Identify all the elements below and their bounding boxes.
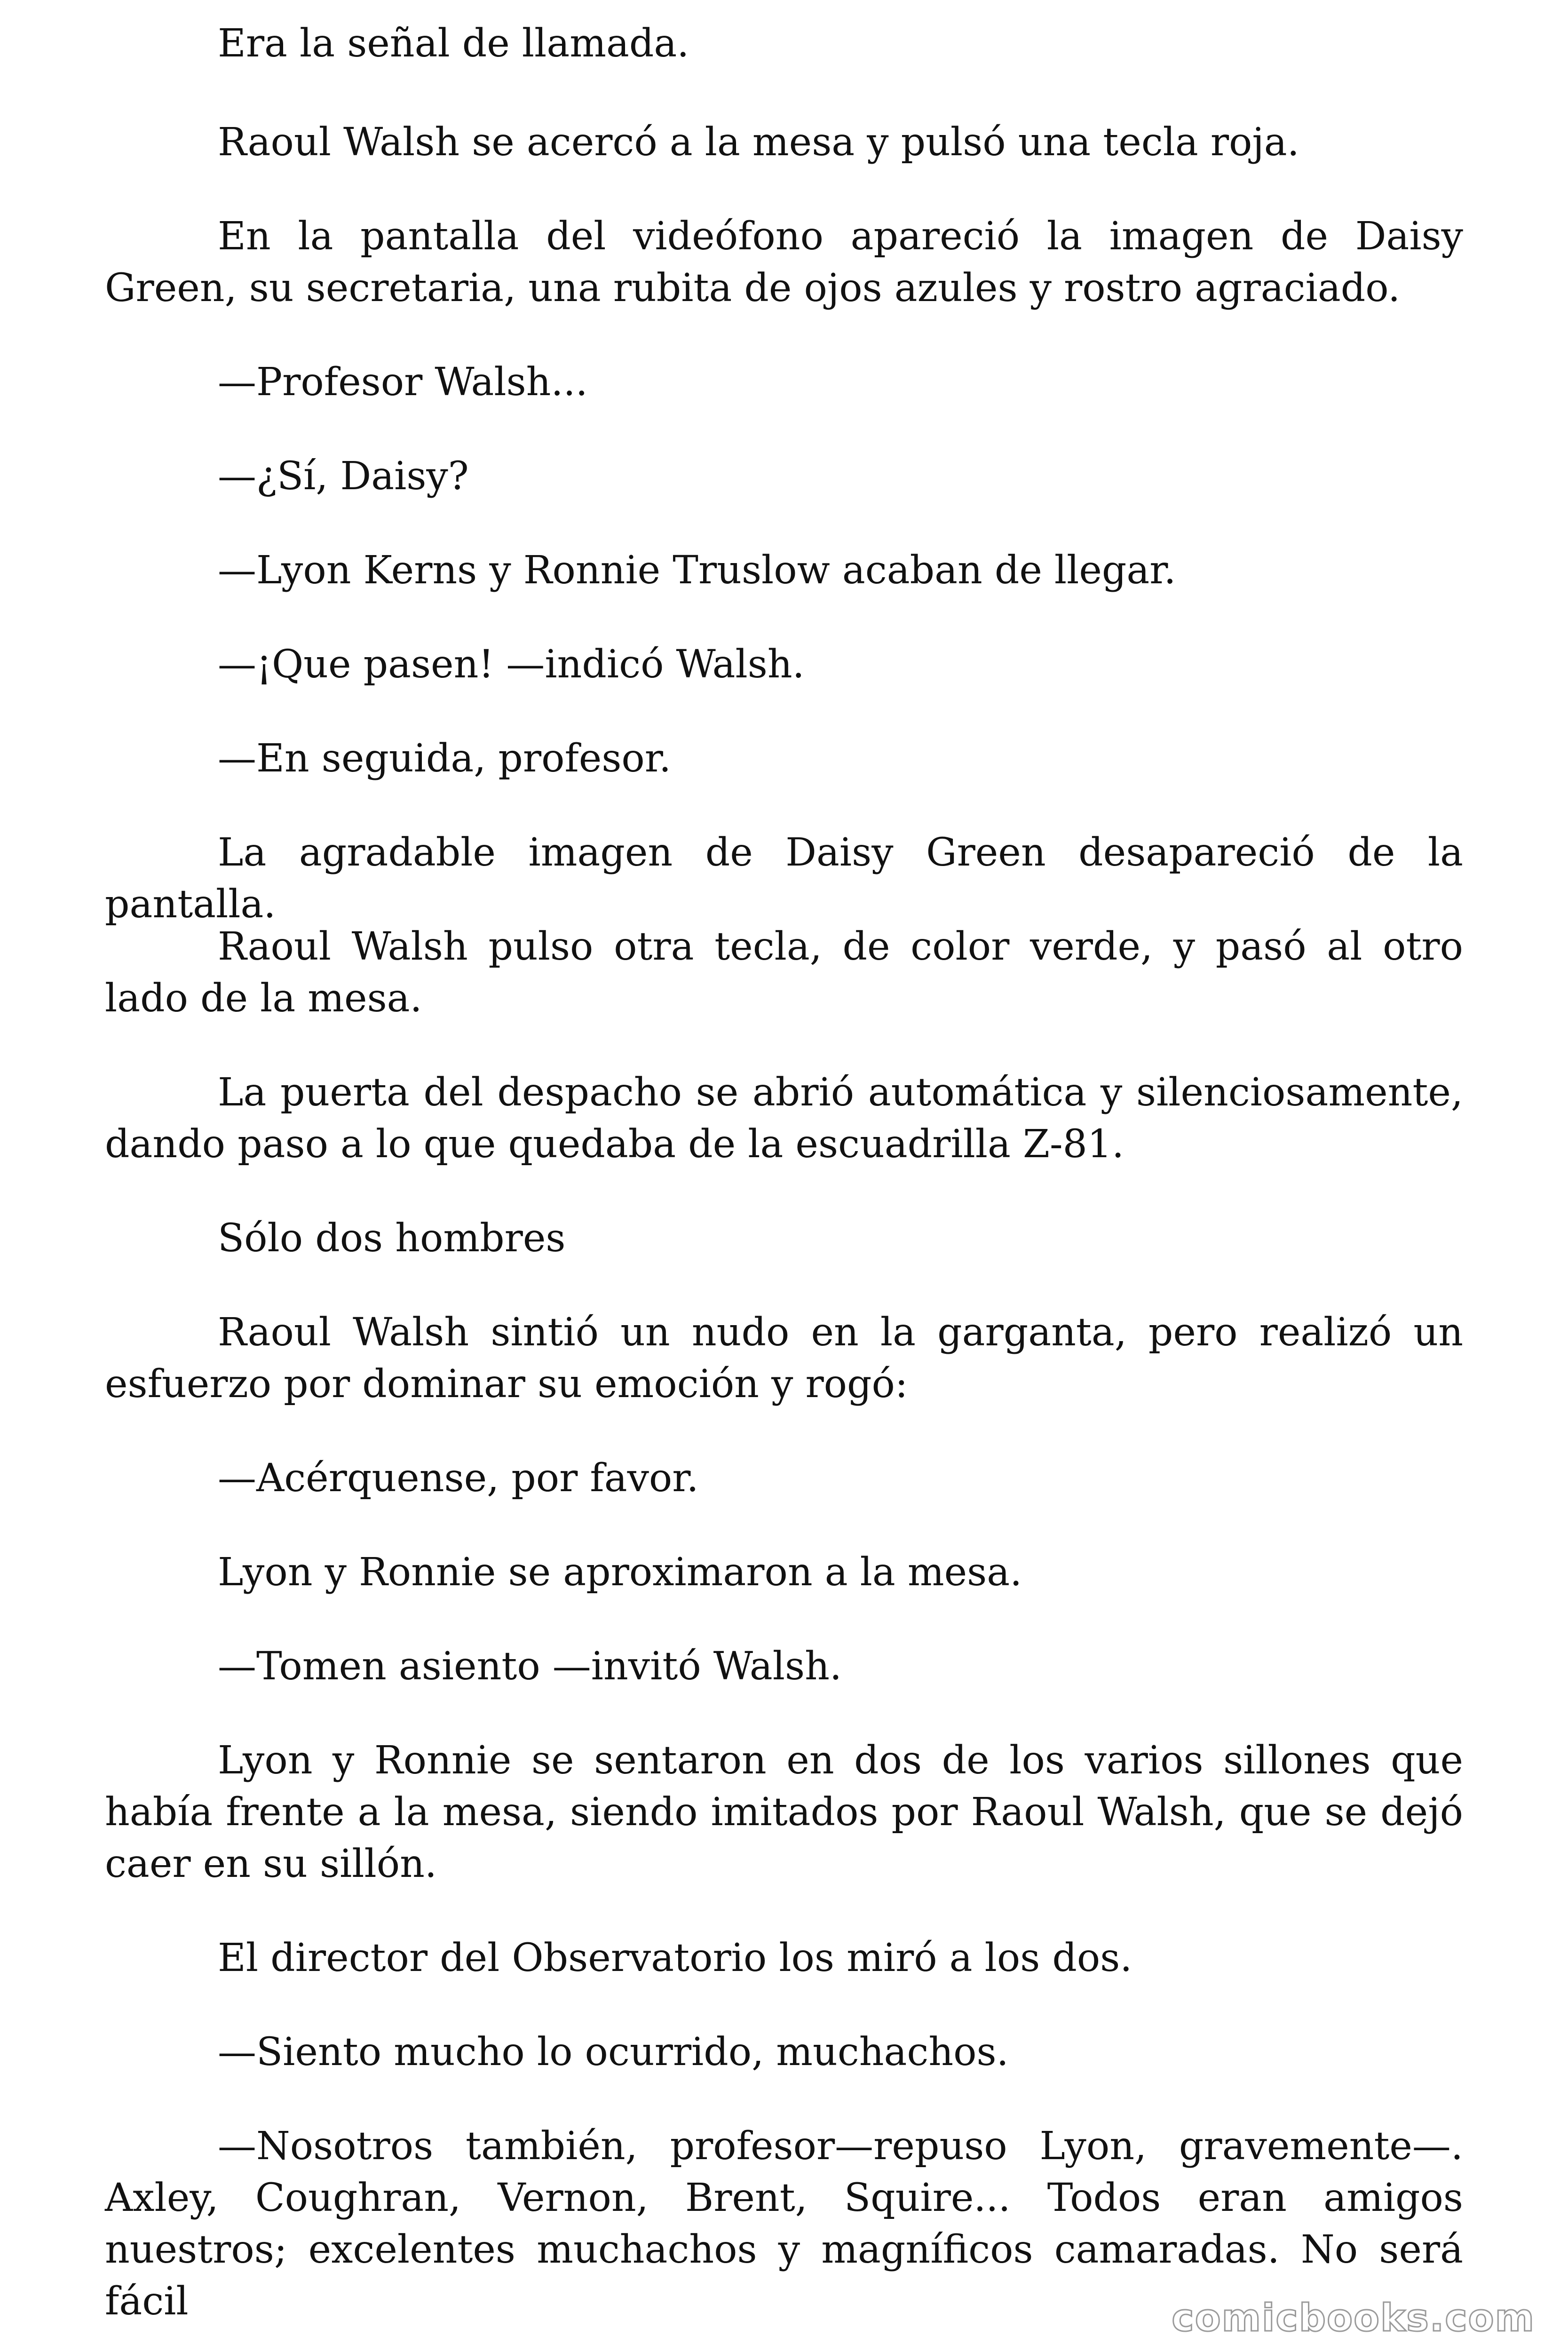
paragraph: —Acérquense, por favor. [218, 1456, 699, 1501]
paragraph: —¡Que pasen! —indicó Walsh. [218, 642, 805, 687]
paragraph: Era la señal de llamada. [218, 21, 689, 66]
paragraph: Raoul Walsh pulso otra tecla, de color verde, y pasó al otro lado de la mesa. [105, 924, 1463, 1021]
paragraph: —¿Sí, Daisy? [218, 454, 469, 499]
paragraph: El director del Observatorio los miró a los dos. [218, 1936, 1132, 1980]
paragraph: Lyon y Ronnie se aproximaron a la mesa. [218, 1550, 1022, 1595]
paragraph: —Lyon Kerns y Ronnie Truslow acaban de llegar. [218, 548, 1176, 593]
paragraph: Raoul Walsh se acercó a la mesa y pulsó una tecla roja. [218, 120, 1299, 165]
paragraph: Lyon y Ronnie se sentaron en dos de los varios sillones que había frente a la mesa, siendo imitados por Raoul Walsh, que se dejó caer en su sillón. [105, 1738, 1463, 1886]
paragraph: —En seguida, profesor. [218, 736, 672, 781]
paragraph: Sólo dos hombres [218, 1216, 566, 1261]
paragraph: —Nosotros también, profesor—repuso Lyon, gravemente—. Axley, Coughran, Vernon, Brent, Squire... Todos eran amigos nuestros; excelentes muchachos y magníficos camaradas. No será fácil [105, 2124, 1463, 2324]
paragraph: La agradable imagen de Daisy Green desapareció de la pantalla. [105, 830, 1463, 927]
site-watermark: comicbooks.com [1172, 2296, 1535, 2340]
paragraph: —Siento mucho lo ocurrido, muchachos. [218, 2030, 1009, 2074]
paragraph: En la pantalla del videófono apareció la imagen de Daisy Green, su secretaria, una rubita de ojos azules y rostro agraciado. [105, 214, 1463, 310]
paragraph: La puerta del despacho se abrió automática y silenciosamente, dando paso a lo que quedaba de la escuadrilla Z-81. [105, 1070, 1463, 1167]
paragraph: —Profesor Walsh... [218, 360, 588, 405]
paragraph: Raoul Walsh sintió un nudo en la garganta, pero realizó un esfuerzo por dominar su emoción y rogó: [105, 1310, 1463, 1406]
paragraph: —Tomen asiento —invitó Walsh. [218, 1644, 842, 1689]
